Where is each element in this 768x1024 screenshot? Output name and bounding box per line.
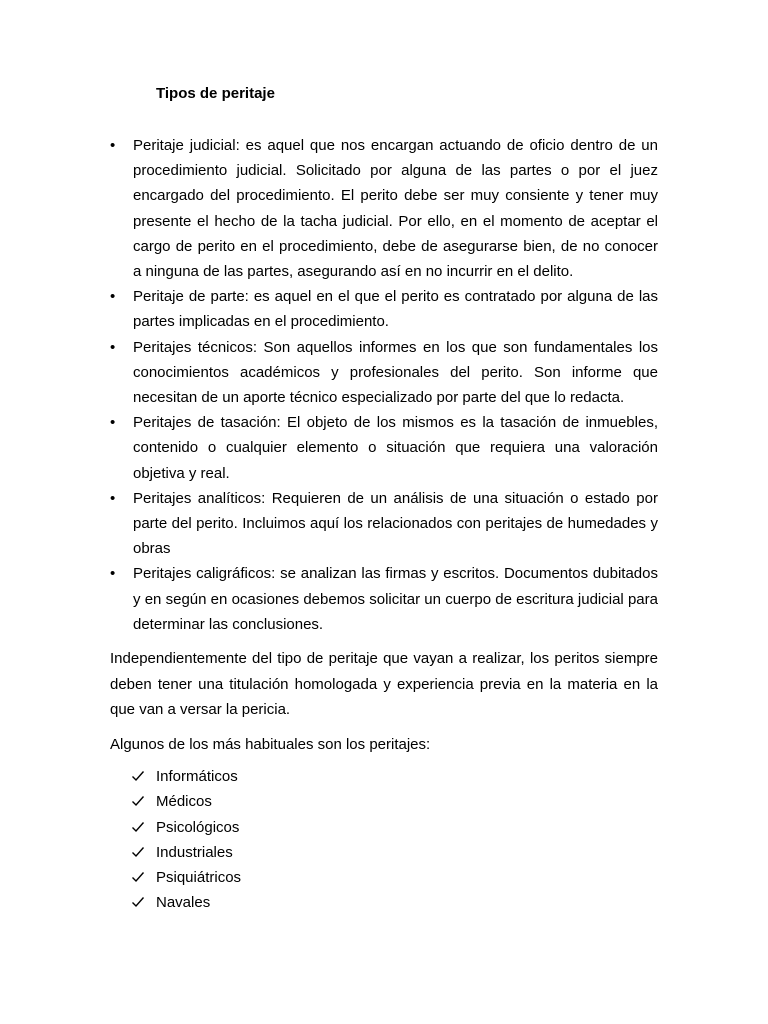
bullet-icon: • xyxy=(110,137,116,154)
bullet-icon: • xyxy=(110,338,116,356)
document-title: Tipos de peritaje xyxy=(156,85,275,102)
checklist-item-text: Psiquiátricos xyxy=(156,869,242,887)
list-item-text: Peritajes técnicos: Son aquellos informes en los que son fundamentales los conocimientos académicos y profesionales del perito. Son informe que necesitan de un aporte técnico especializado por parte del que lo redacta. xyxy=(133,338,658,407)
common-peritajes-checklist xyxy=(0,766,241,918)
list-item-text: Peritaje de parte: es aquel en el que el perito es contratado por alguna de las partes implicadas en el procedimiento. xyxy=(133,288,658,331)
peritaje-types-list xyxy=(0,133,768,637)
list-item-text: Peritajes analíticos: Requieren de un análisis de una situación o estado por parte del perito. Incluimos aquí los relacionados con peritajes de humedades y obras xyxy=(133,489,658,558)
checkmark-icon xyxy=(131,769,145,783)
list-item xyxy=(0,410,658,486)
bullet-icon: • xyxy=(110,489,116,507)
checklist-item-text: Industriales xyxy=(156,843,233,861)
list-item-text: Peritajes de tasación: El objeto de los mismos es la tasación de inmuebles, contenido o cualquier elemento o situación que requiera una valoración objetiva y real. xyxy=(133,414,658,482)
bullet-icon: • xyxy=(110,565,116,583)
paragraph-common-types: Algunos de los más habituales son los peritajes: xyxy=(110,736,431,753)
paragraph-requirements: Independientemente del tipo de peritaje que vayan a realizar, los peritos siempre deben tener una titulación homologada y experiencia previa en la materia en la que van a versar la pericia. xyxy=(110,650,658,718)
list-item xyxy=(0,133,658,284)
checklist-item xyxy=(0,766,241,791)
checklist-item xyxy=(0,867,241,892)
checklist-item-text: Psicológicos xyxy=(156,818,240,836)
list-item-text: Peritajes caligráficos: se analizan las firmas y escritos. Documentos dubitados y en según en ocasiones debemos solicitar un cuerpo de escritura judicial para determinar las conclusiones. xyxy=(133,565,658,633)
checkmark-icon xyxy=(131,895,145,909)
checkmark-icon xyxy=(131,820,145,834)
checklist-item xyxy=(0,791,241,816)
checkmark-icon xyxy=(131,845,145,859)
checklist-item-text: Médicos xyxy=(156,793,212,811)
list-item xyxy=(0,284,658,334)
bullet-icon: • xyxy=(110,288,116,306)
list-item-text: Peritaje judicial: es aquel que nos encargan actuando de oficio dentro de un procedimiento judicial. Solicitado por alguna de las partes o por el juez encargado del procedimiento. El perito debe ser muy consiente y tener muy presente el hecho de la tacha judicial. Por ello, en el momento de aceptar el cargo de perito en el procedimiento, debe de asegurarse bien, de no conocer a ninguna de las partes, asegurando así en no incurrir en el delito. xyxy=(133,137,658,281)
checkmark-icon xyxy=(131,794,145,808)
list-item xyxy=(0,561,658,637)
checklist-item-text: Informáticos xyxy=(156,768,238,785)
bullet-icon: • xyxy=(110,414,116,432)
checklist-item xyxy=(0,842,241,867)
checkmark-icon xyxy=(131,870,145,884)
checklist-item xyxy=(0,817,241,842)
checklist-item-text: Navales xyxy=(156,894,211,912)
list-item xyxy=(0,486,658,562)
checklist-item xyxy=(0,892,241,917)
list-item xyxy=(0,335,658,411)
